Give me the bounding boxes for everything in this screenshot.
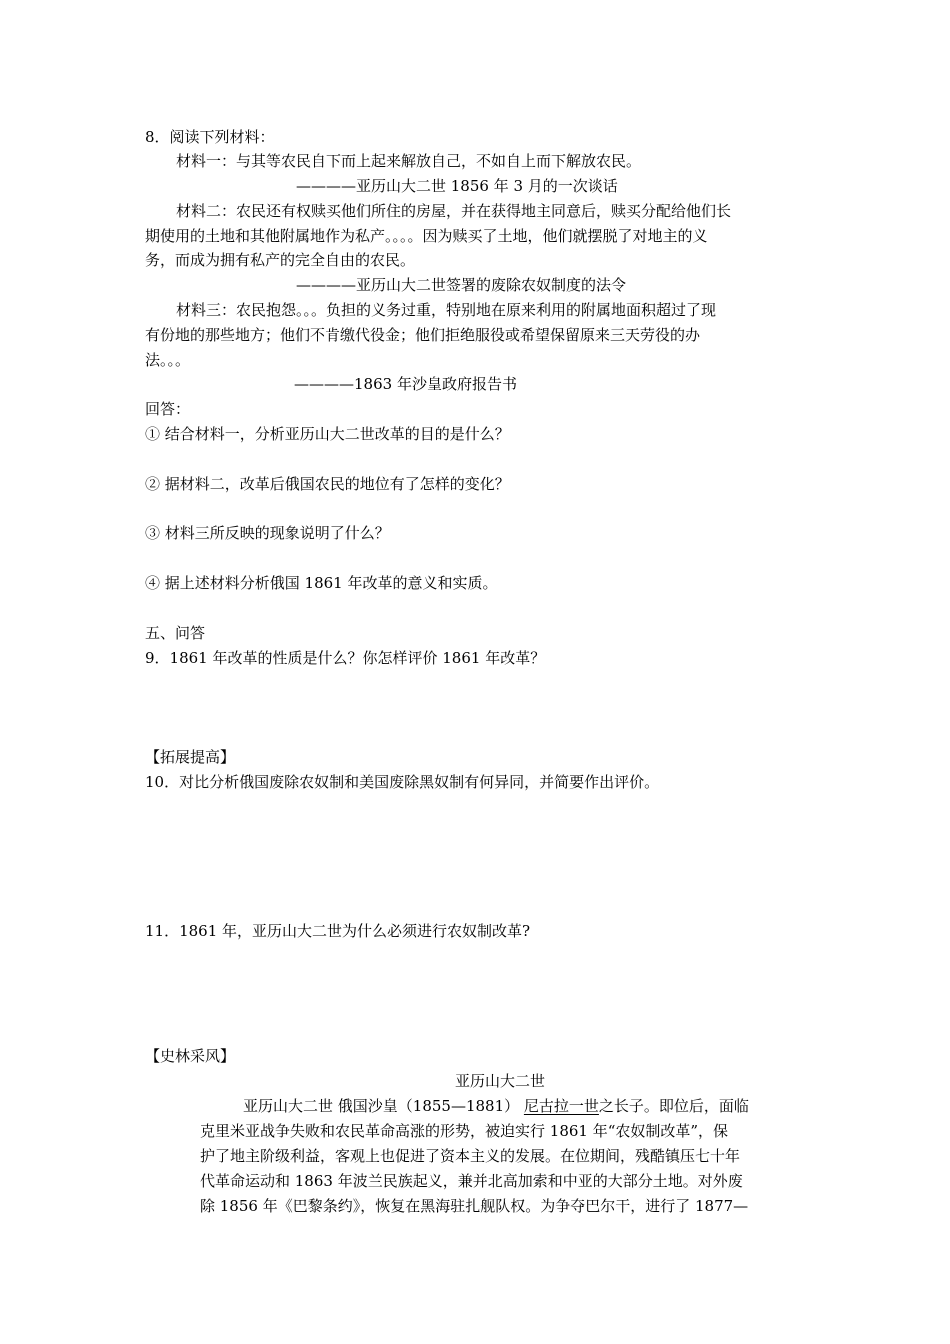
bio-line-4: 代革命运动和 1863 年波兰民族起义，兼并北高加索和中亚的大部分土地。对外废 [200, 1172, 743, 1190]
bio-line-1-end: 之长子。即位后，面临 [598, 1097, 749, 1115]
bio-line-1-start: 亚历山大二世 俄国沙皇（1855—1881） [243, 1097, 520, 1115]
answer-label: 回答： [145, 400, 191, 418]
extension-heading: 【拓展提高】 [145, 748, 236, 766]
sub-question-4: ④ 据上述材料分析俄国 1861 年改革的意义和实质。 [145, 574, 498, 592]
bio-line-2: 克里米亚战争失败和农民革命高涨的形势，被迫实行 1861 年“农奴制改革”，保 [200, 1122, 729, 1140]
sub-question-1: ① 结合材料一，分析亚历山大二世改革的目的是什么？ [145, 425, 510, 443]
q8-heading: 8．阅读下列材料： [145, 128, 275, 146]
material-3-source: ————1863 年沙皇政府报告书 [294, 375, 517, 393]
material-1: 材料一：与其等农民自下而上起来解放自己，不如自上而下解放农民。 [176, 152, 642, 170]
bio-line-5: 除 1856 年《巴黎条约》，恢复在黑海驻扎舰队权。为争夺巴尔干，进行了 1877— [200, 1197, 749, 1215]
sub-question-2: ② 据材料二，改革后俄国农民的地位有了怎样的变化？ [145, 475, 510, 493]
material-3-line-1: 材料三：农民抱怨。。。负担的义务过重，特别地在原来利用的附属地面积超过了现 [176, 301, 717, 319]
history-heading: 【史林采风】 [145, 1047, 236, 1065]
question-10: 10．对比分析俄国废除农奴制和美国废除黑奴制有何异同，并简要作出评价。 [145, 773, 660, 791]
bio-line-1 [243, 1094, 749, 1118]
nicholas-i-link[interactable]: 尼古拉一世 [523, 1097, 599, 1115]
material-2-source: ————亚历山大二世签署的废除农奴制度的法令 [296, 276, 627, 294]
material-2-line-3: 务，而成为拥有私产的完全自由的农民。 [145, 251, 416, 269]
section-5-heading: 五、问答 [145, 624, 206, 642]
question-11: 11．1861 年，亚历山大二世为什么必须进行农奴制改革? [145, 922, 531, 940]
material-2-line-1: 材料二：农民还有权赎买他们所住的房屋，并在获得地主同意后，赎买分配给他们长 [176, 202, 732, 220]
material-2-line-2: 期使用的土地和其他附属地作为私产。。。。因为赎买了土地，他们就摆脱了对地主的义 [145, 227, 708, 245]
material-1-source: ————亚历山大二世 1856 年 3 月的一次谈话 [296, 177, 618, 195]
sub-question-3: ③ 材料三所反映的现象说明了什么？ [145, 524, 390, 542]
bio-line-3: 护了地主阶级利益，客观上也促进了资本主义的发展。在位期间，残酷镇压七十年 [200, 1147, 741, 1165]
history-title: 亚历山大二世 [455, 1072, 546, 1090]
question-9: 9．1861 年改革的性质是什么？你怎样评价 1861 年改革？ [145, 649, 546, 667]
material-3-line-2: 有份地的那些地方；他们不肯缴代役金；他们拒绝服役或希望保留原来三天劳役的办 [145, 326, 701, 344]
material-3-line-3: 法。。。 [145, 351, 191, 369]
